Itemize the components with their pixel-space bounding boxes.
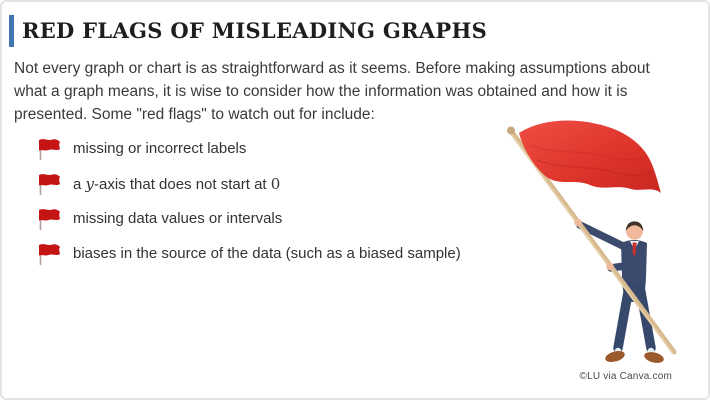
lower-hand [606,263,614,271]
intro-line: Not every graph or chart is as straightforward as it seems. Before making assumptions about [14,60,650,77]
red-flag-item-label: missing or incorrect labels [73,140,247,157]
red-flag [519,121,661,193]
bullet-text-middle: -axis that does not start at [94,175,271,193]
attribution: ©LU via Canva.com [579,371,672,382]
red-flag-icon [37,172,62,196]
page-title: RED FLAGS OF MISLEADING GRAPHS [22,18,488,43]
math-variable-y: y [85,174,94,193]
list-item [37,166,461,201]
red-flag-item-label: biases in the source of the data (such as a biased sample) [73,245,461,262]
math-number-zero: 0 [270,174,281,193]
flag-bearer-illustration [492,115,692,370]
red-flag-item-label: missing data values or intervals [73,210,283,227]
list-item [37,201,461,236]
intro-line: what a graph means, it is wise to consider how the information was obtained and how it is [14,83,628,101]
title-accent-bar [9,15,14,47]
upper-hand [574,219,582,227]
intro-line: presented. Some "red flags" to watch out for include: [14,106,375,124]
list-item [37,236,461,271]
red-flag-item-label [73,175,280,193]
list-item [37,131,461,166]
red-flag-icon [37,242,62,266]
red-flag-icon [37,137,62,161]
red-flag-icon [37,207,62,231]
red-flag-list [37,131,461,271]
bullet-text-prefix: a [73,175,86,193]
